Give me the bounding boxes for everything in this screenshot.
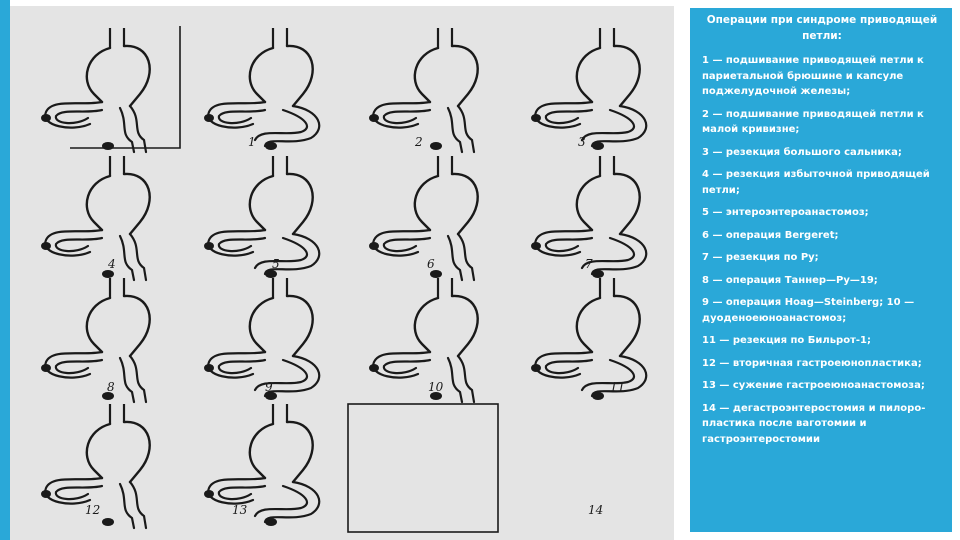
- legend-item: 9 — операция Hoag—Steinberg; 10 — дуоденоеюноанастомоз;: [702, 297, 915, 324]
- operation-sketch: [41, 28, 150, 152]
- operation-sketch: [41, 156, 150, 280]
- legend-item: 14 — дегастроэнтеростомия и пилоро-пластика после ваготомии и гастроэнтеростомии: [702, 402, 926, 445]
- figure-number-label: 3: [578, 135, 586, 149]
- figure-number-label: 11: [610, 380, 626, 394]
- operation-sketch: [531, 28, 646, 150]
- figure-number-label: 2: [415, 135, 423, 149]
- operation-legend: [702, 53, 946, 454]
- figure-number-label: 5: [272, 257, 280, 271]
- operation-sketch: [204, 278, 319, 400]
- operation-sketch: [204, 156, 319, 278]
- caption-panel: [690, 8, 952, 532]
- legend-item: 12 — вторичная гастроеюнопластика;: [702, 357, 922, 369]
- figure-number-label: 7: [585, 257, 593, 271]
- figure-number-label: 8: [107, 380, 115, 394]
- surgery-illustration-panel: [10, 6, 674, 540]
- caption-title: Операции при синдроме приводящей петли:: [706, 14, 938, 42]
- legend-item: 13 — сужение гастроеюноанастомоза;: [702, 380, 925, 391]
- operation-sketch: [41, 278, 150, 402]
- figure-number-label: 1: [248, 135, 256, 149]
- figure-number-label: 9: [265, 380, 273, 394]
- figure-number-label: 13: [232, 503, 248, 517]
- legend-item: 7 — резекция по Ру;: [702, 252, 819, 263]
- operation-sketch: [369, 278, 478, 402]
- legend-item: 1 — подшивание приводящей петли к париетальной брюшине и капсуле поджелудочной железы;: [702, 55, 924, 97]
- figure-number-label: 4: [108, 257, 116, 271]
- operation-sketch: [531, 278, 646, 400]
- figure-number-label: 10: [428, 380, 444, 394]
- legend-item: 5 — энтероэнтероанастомоз;: [702, 207, 869, 218]
- legend-item: 11 — резекция по Бильрот-1;: [702, 335, 871, 346]
- figure-number-label: 14: [588, 503, 604, 517]
- figure-number-label: 6: [427, 257, 435, 271]
- operation-sketch: [369, 28, 478, 152]
- operation-sketch: [204, 28, 319, 150]
- surgical-operations-diagram: [10, 6, 674, 540]
- accent-bar-left: [0, 0, 10, 540]
- operation-sketch: [204, 404, 319, 526]
- legend-item: 3 — резекция большого сальника;: [702, 146, 902, 158]
- legend-item: 4 — резекция избыточной приводящей петли;: [702, 169, 930, 196]
- figure-number-label: 12: [85, 503, 101, 517]
- legend-item: 6 — операция Bergeret;: [702, 229, 839, 241]
- operation-sketch: [369, 156, 478, 280]
- legend-item: 2 — подшивание приводящей петли к малой кривизне;: [702, 108, 924, 135]
- legend-item: 8 — операция Таннер—Ру—19;: [702, 274, 878, 286]
- figure-frame: [348, 404, 498, 532]
